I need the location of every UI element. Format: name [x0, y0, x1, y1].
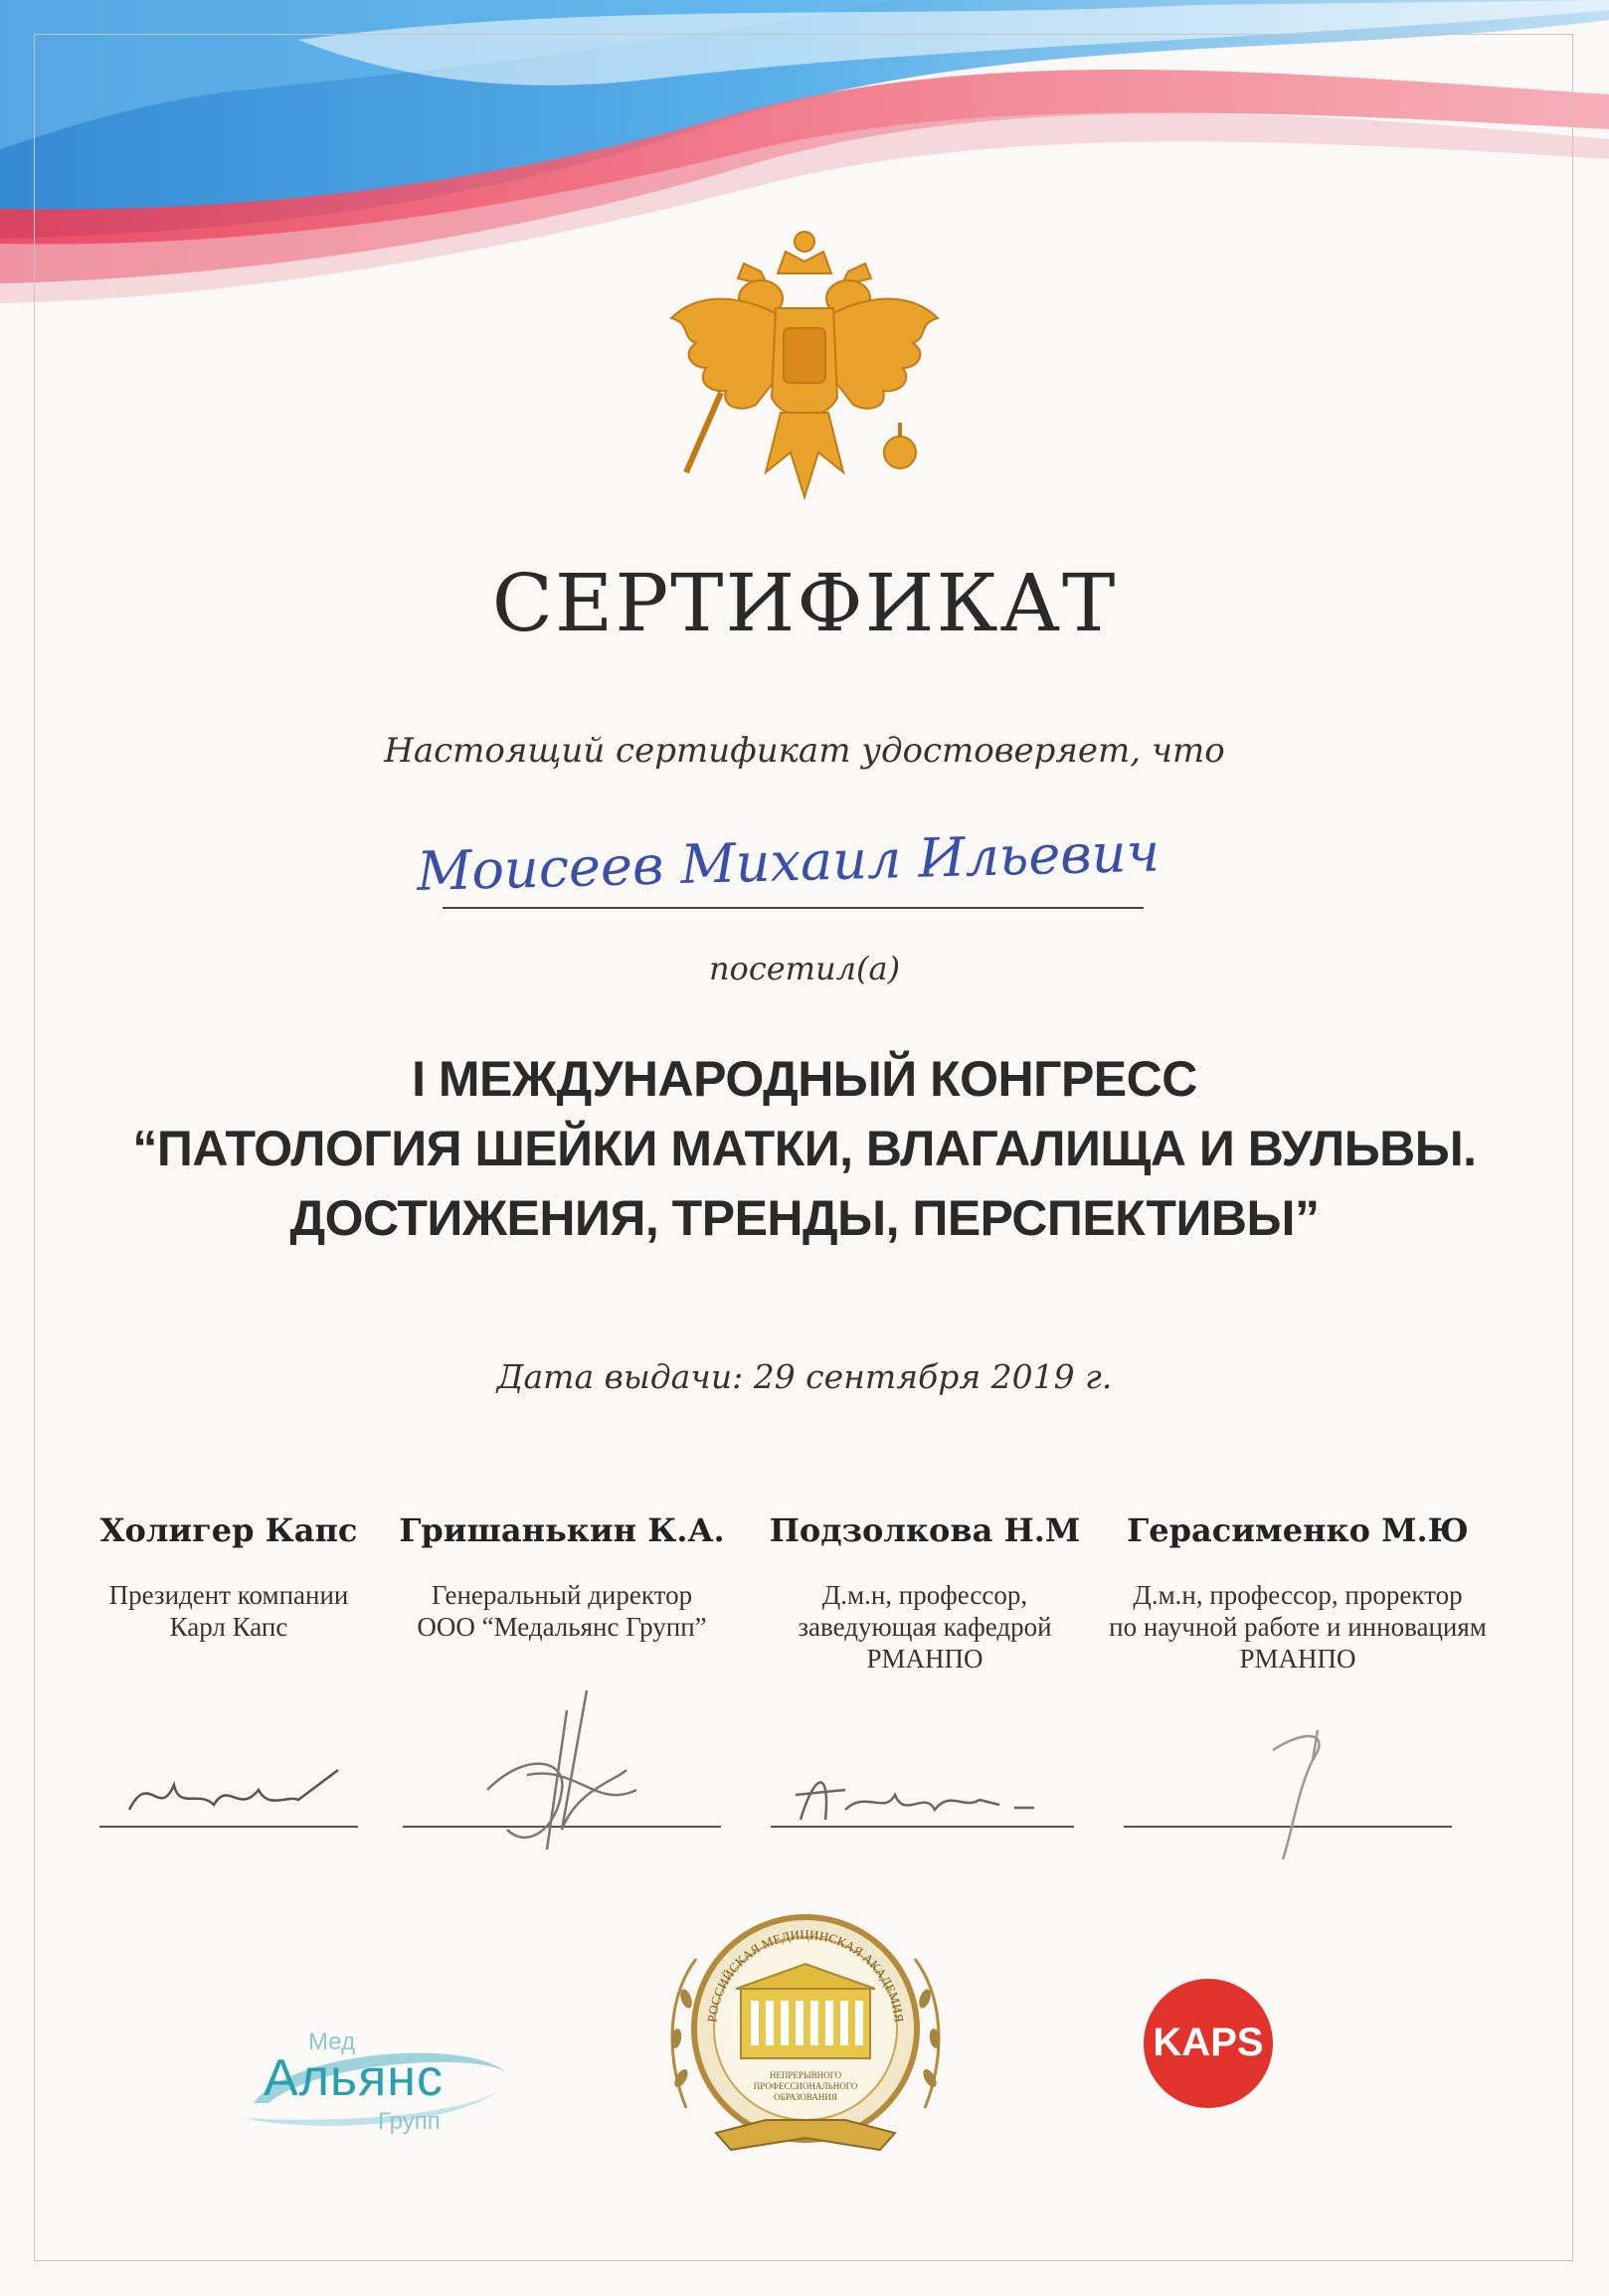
signer-role-line: Президент компании	[108, 1580, 349, 1610]
signer-role-line: Генеральный директор	[431, 1580, 693, 1610]
academy-arc-label: РОССИЙСКАЯ МЕДИЦИНСКАЯ АКАДЕМИЯ	[704, 1926, 907, 2024]
recipient-block	[416, 820, 1161, 910]
signer-name: Холигер Капс	[99, 1511, 358, 1549]
academy-bottom-text: НЕПРЕРЫВНОГО ПРОФЕССИОНАЛЬНОГО ОБРАЗОВАНИЯ	[753, 2070, 858, 2102]
signer-name: Герасименко М.Ю	[1127, 1511, 1469, 1549]
signer-role-line: ООО “Медальянс Групп”	[417, 1612, 707, 1642]
signer-role	[1079, 1579, 1517, 1675]
signature-2	[467, 1680, 666, 1869]
event-title-line-3: ДОСТИЖЕНИЯ, ТРЕНДЫ, ПЕРСПЕКТИВЫ”	[289, 1190, 1320, 1246]
academy-seal-arc-text	[646, 1889, 965, 2188]
signer-role-line: РМАНПО	[1239, 1644, 1356, 1674]
signer-role-line: заведующая кафедрой	[798, 1612, 1052, 1642]
signer-3	[761, 1511, 1089, 1675]
medalliance-top-text: Мед	[308, 2029, 356, 2055]
recipient-name: Моисеев Михаил Ильевич	[416, 820, 1161, 903]
signer-role	[393, 1579, 731, 1643]
signer-role-line: Карл Капс	[169, 1612, 288, 1642]
signer-role-line: Д.м.н, профессор,	[821, 1580, 1028, 1610]
signer-name: Гришанькин К.А.	[399, 1511, 725, 1549]
signature-4	[1243, 1710, 1352, 1869]
svg-text:РОССИЙСКАЯ МЕДИЦИНСКАЯ АКАДЕМИ	[704, 1927, 907, 2024]
signature-3	[786, 1750, 1054, 1840]
double-headed-eagle-emblem	[666, 224, 943, 512]
medalliance-logo	[234, 2029, 522, 2138]
signer-role-line: Д.м.н, профессор, проректор	[1133, 1580, 1463, 1610]
event-title-line-2: “ПАТОЛОГИЯ ШЕЙКИ МАТКИ, ВЛАГАЛИЩА И ВУЛЬВЫ.	[132, 1121, 1477, 1176]
kaps-logo-text: KAPS	[1153, 2021, 1264, 2064]
signer-name: Подзолкова Н.М	[769, 1511, 1081, 1549]
signer-role	[761, 1579, 1089, 1675]
issue-date: Дата выдачи: 29 сентября 2019 г.	[496, 1357, 1113, 1396]
signer-4	[1079, 1511, 1517, 1675]
attended-label: посетил(а)	[708, 950, 901, 987]
signer-2	[393, 1511, 731, 1643]
signer-role	[75, 1579, 383, 1643]
signer-role-line: по научной работе и инновациям	[1109, 1612, 1487, 1642]
academy-seal-logo	[646, 1889, 965, 2188]
kaps-logo	[1144, 1979, 1273, 2108]
signature-1	[119, 1750, 348, 1830]
signer-role-line: РМАНПО	[866, 1644, 983, 1674]
event-title	[0, 1044, 1609, 1253]
event-title-line-1: I МЕЖДУНАРОДНЫЙ КОНГРЕСС	[412, 1051, 1197, 1107]
certificate-title: СЕРТИФИКАТ	[491, 557, 1118, 649]
medalliance-main-text: Альянс	[264, 2049, 444, 2107]
recipient-underline	[443, 907, 1144, 909]
signer-1	[75, 1511, 383, 1643]
medalliance-bottom-text: Групп	[378, 2108, 441, 2135]
certificate-subtitle: Настоящий сертификат удостоверяет, что	[384, 731, 1225, 771]
